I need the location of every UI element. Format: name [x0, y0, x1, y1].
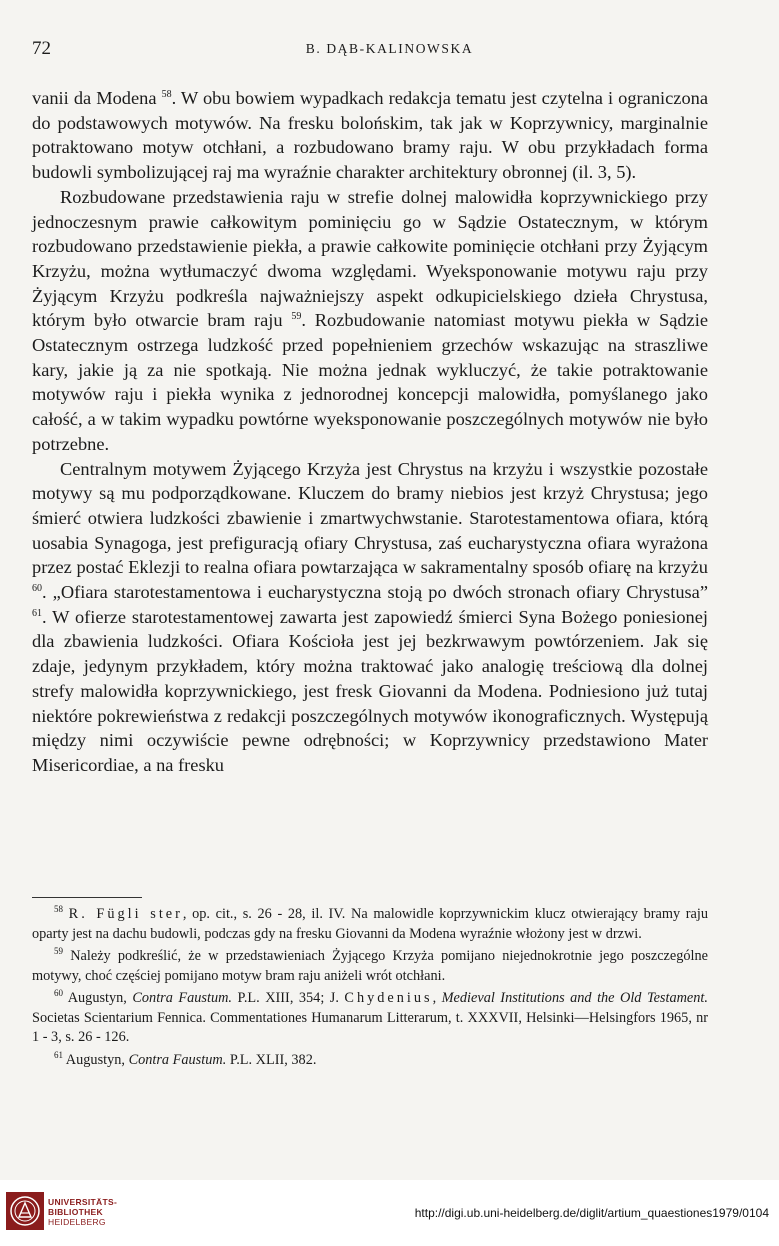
page-header: [32, 38, 747, 62]
footnote-59: $^{59}$ Należy podkreślić, że w przedstawieniach Żyjącego Krzyża pomijano niejednokrotnie jego poszczególne motywy, choć częściej pomijano motyw bram raju aniżeli wrót otchłani.: [32, 946, 708, 984]
heidelberg-seal-icon: [6, 1192, 44, 1230]
source-url-link[interactable]: http://digi.ub.uni-heidelberg.de/diglit/artium_quaestiones1979/0104: [414, 1206, 769, 1220]
body-text: [32, 86, 708, 778]
footnote-58: $^{58}$ R. Fügli ster, op. cit., s. 26 - 28, il. IV. Na malowidle koprzywnickim klucz otwierający bramy raju oparty jest na dachu budowli, podczas gdy na fresku Giovanni da Modena wyraźnie włożony jest w drzwi.: [32, 904, 709, 942]
footnote-ref-58[interactable]: 58: [161, 88, 172, 100]
footnotes: [32, 905, 708, 1070]
digitization-footer: [0, 1180, 779, 1246]
library-logo[interactable]: [6, 1192, 196, 1234]
paragraph-1: vanii da Modena $^{58}$. W obu bowiem wypadkach redakcja tematu jest czytelna i ograniczona do podstawowych motywów. Na fresku bolońskim, tak jak w Koprzywnicy, marginalnie potraktowano motyw otchłani, a rozbudowano bramy raju. W obu przykładach forma budowli symbolizującej raj ma wyraźnie charakter architektury obronnej (il. 3, 5).: [32, 88, 709, 183]
library-name: UNIVERSITÄTS- BIBLIOTHEK HEIDELBERG: [48, 1197, 118, 1227]
page-number: 72: [32, 38, 51, 59]
footnote-ref-60[interactable]: 60: [32, 582, 42, 594]
footnote-60: $^{60}$ Augustyn, Contra Faustum. P.L. XIII, 354; J. Chydenius, Medieval Institutions and the Old Testament. Societas Scientarium Fennica. Commentationes Humanarum Litterarum, t. XXXVII, Helsinki—Helsingfors 1965, nr 1 - 3, s. 26 - 126.: [32, 988, 708, 1045]
running-head: B. DĄB-KALINOWSKA: [305, 41, 474, 56]
paragraph-2: Rozbudowane przedstawienia raju w strefie dolnej malowidła koprzywnickiego przy jednoczesnym prawie całkowitym pominięciu go w Sądzie Ostatecznym, w którym rozbudowano przedstawienie piekła, a prawie całkowite pominięcie otchłani przy Żyjącym Krzyżu, można wytłumaczyć dwoma względami. Wyeksponowanie motywu raju przy Żyjącym Krzyżu podkreśla najważniejszy aspekt odkupicielskiego dzieła Chrystusa, którym było otwarcie bram raju $^{59}$. Rozbudowanie natomiast motywu piekła w Sądzie Ostatecznym ostrzega ludzkość przed popełnieniem grzechów wskazując na straszliwe kary, jakie ją za nie spotkają. Nie można jednak wykluczyć, że takie potraktowanie motywów raju i piekła wynika z jednorodnej koncepcji malowidła, pomyślanego jako całość, a w takim wypadku powtórne wyeksponowanie poszczególnych motywów nie było potrzebne.: [32, 186, 708, 454]
footnote-61: $^{61}$ Augustyn, Contra Faustum. P.L. XLII, 382.: [54, 1049, 317, 1068]
footnote-ref-61[interactable]: 61: [32, 607, 42, 619]
paragraph-3: Centralnym motywem Żyjącego Krzyża jest Chrystus na krzyżu i wszystkie pozostałe motywy są mu podporządkowane. Kluczem do bramy niebios jest krzyż Chrystusa; jego śmierć otwiera ludzkości zbawienie i zmartwychwstanie. Starotestamentowa ofiara, którą uosabia Synagoga, jest prefiguracją ofiary Chrystusa, zaś eucharystyczna ofiara wyrażona przez postać Eklezji to realna ofiara powtarzająca w sakramentalny sposób ofiarę na krzyżu $^{60}$. „Ofiara starotestamentowa i eucharystyczna stoją po dwóch stronach ofiary Chrystusa” $^{61}$. W ofierze starotestamentowej zawarta jest zapowiedź śmierci Syna Bożego poniesionej dla zbawienia ludzkości. Ofiara Kościoła jest jej bezkrwawym powtórzeniem. Jak się zdaje, jedynym przykładem, który można traktować jako analogię treściową dla dolnej strefy malowidła koprzywnickiego, jest fresk Giovanni da Modena. Podniesiono już tutaj niektóre pokrewieństwa z redakcji poszczególnych motywów ikonograficznych. Występują między nimi oczywiście pewne odrębności; w Koprzywnicy przedstawiono Mater Misericordiae, a na fresku: [32, 458, 708, 775]
footnote-ref-59[interactable]: 59: [291, 311, 302, 323]
footnote-divider: [32, 897, 142, 898]
